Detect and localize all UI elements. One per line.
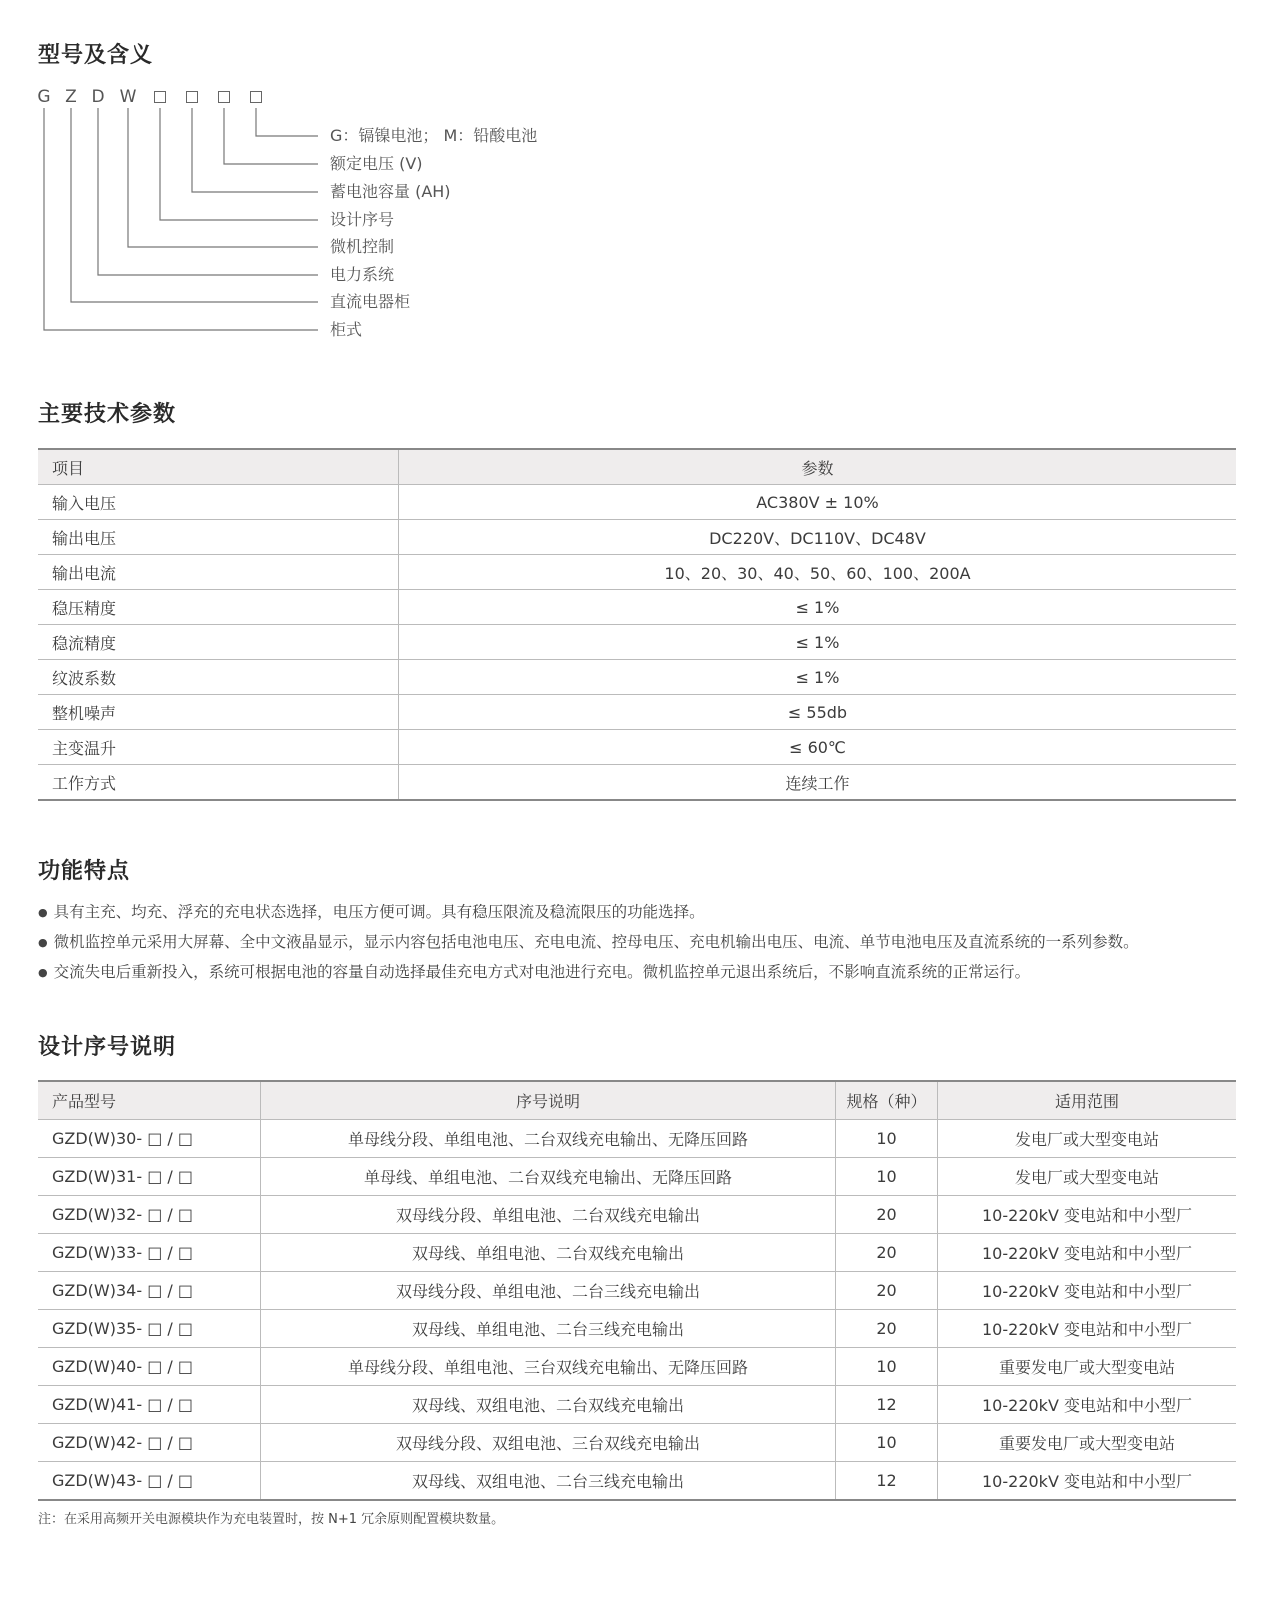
table-row xyxy=(38,625,1236,660)
param-value: ≤ 60℃ xyxy=(399,730,1237,765)
param-name: 主变温升 xyxy=(38,730,399,765)
param-name: 输入电压 xyxy=(38,485,399,520)
design-section-title: 设计序号说明 xyxy=(38,1035,177,1060)
serial-description: 单母线分段、单组电池、二台双线充电输出、无降压回路 xyxy=(261,1120,836,1158)
table-row xyxy=(38,1196,1236,1234)
product-model: GZD(W)33- □ / □ xyxy=(38,1234,261,1272)
application-scope: 发电厂或大型变电站 xyxy=(938,1158,1237,1196)
param-name: 稳流精度 xyxy=(38,625,399,660)
param-value: ≤ 55db xyxy=(399,695,1237,730)
table-row xyxy=(38,1310,1236,1348)
param-name: 工作方式 xyxy=(38,765,399,801)
table-row xyxy=(38,590,1236,625)
table-row xyxy=(38,1272,1236,1310)
model-tree-lines xyxy=(0,0,600,350)
application-scope: 10-220kV 变电站和中小型厂 xyxy=(938,1386,1237,1424)
model-meaning-item: G：镉镍电池； M：铅酸电池 xyxy=(330,126,538,145)
table-row xyxy=(38,1348,1236,1386)
param-value: ≤ 1% xyxy=(399,625,1237,660)
model-meaning-item: 额定电压 (V) xyxy=(330,154,423,173)
list-item: ● 具有主充、均充、浮充的充电状态选择，电压方便可调。具有稳压限流及稳流限压的功能选择。 xyxy=(38,898,1139,928)
table-header-cell: 产品型号 xyxy=(38,1081,261,1120)
list-item: ● 交流失电后重新投入，系统可根据电池的容量自动选择最佳充电方式对电池进行充电。微机监控单元退出系统后，不影响直流系统的正常运行。 xyxy=(38,958,1139,988)
footnote: 注：在采用高频开关电源模块作为充电装置时，按 N+1 冗余原则配置模块数量。 xyxy=(38,1512,505,1527)
param-value: AC380V ± 10% xyxy=(399,485,1237,520)
table-row xyxy=(38,660,1236,695)
spec-count: 20 xyxy=(836,1234,938,1272)
spec-count: 10 xyxy=(836,1120,938,1158)
table-header-cell: 参数 xyxy=(399,449,1237,485)
table-row xyxy=(38,1424,1236,1462)
param-value: 10、20、30、40、50、60、100、200A xyxy=(399,555,1237,590)
application-scope: 重要发电厂或大型变电站 xyxy=(938,1348,1237,1386)
product-model: GZD(W)30- □ / □ xyxy=(38,1120,261,1158)
model-code-letter: W xyxy=(119,87,137,107)
design-table xyxy=(38,1080,1236,1501)
model-code-letter: G xyxy=(37,87,51,107)
table-row xyxy=(38,1120,1236,1158)
model-code-placeholder-box xyxy=(250,91,262,103)
product-model: GZD(W)35- □ / □ xyxy=(38,1310,261,1348)
product-model: GZD(W)41- □ / □ xyxy=(38,1386,261,1424)
param-name: 稳压精度 xyxy=(38,590,399,625)
table-row xyxy=(38,1386,1236,1424)
model-code-letter: D xyxy=(91,87,105,107)
model-meaning-item: 蓄电池容量 (AH) xyxy=(330,182,451,201)
model-meaning-item: 直流电器柜 xyxy=(330,292,411,311)
serial-description: 双母线、单组电池、二台双线充电输出 xyxy=(261,1234,836,1272)
table-row xyxy=(38,485,1236,520)
model-meaning-item: 设计序号 xyxy=(330,210,395,229)
param-value: 连续工作 xyxy=(785,773,850,793)
spec-count: 20 xyxy=(836,1196,938,1234)
table-row xyxy=(38,1234,1236,1272)
spec-count: 20 xyxy=(836,1310,938,1348)
table-header-cell: 项目 xyxy=(38,449,399,485)
param-value: ≤ 1% xyxy=(399,660,1237,695)
table-row xyxy=(38,1462,1236,1501)
model-code-placeholder-box xyxy=(154,91,166,103)
spec-count: 12 xyxy=(836,1386,938,1424)
model-code-placeholder-box xyxy=(186,91,198,103)
table-row xyxy=(38,730,1236,765)
param-name: 整机噪声 xyxy=(38,695,399,730)
table-row xyxy=(38,555,1236,590)
application-scope: 10-220kV 变电站和中小型厂 xyxy=(938,1234,1237,1272)
params-table xyxy=(38,448,1236,801)
param-name: 输出电流 xyxy=(38,555,399,590)
model-meaning-item: 电力系统 xyxy=(330,265,395,284)
product-model: GZD(W)40- □ / □ xyxy=(38,1348,261,1386)
table-row xyxy=(38,520,1236,555)
spec-count: 10 xyxy=(836,1158,938,1196)
application-scope: 重要发电厂或大型变电站 xyxy=(938,1424,1237,1462)
list-item: ● 微机监控单元采用大屏幕、全中文液晶显示，显示内容包括电池电压、充电电流、控母电压、充电机输出电压、电流、单节电池电压及直流系统的一系列参数。 xyxy=(38,928,1139,958)
param-value: DC220V、DC110V、DC48V xyxy=(399,520,1237,555)
application-scope: 10-220kV 变电站和中小型厂 xyxy=(938,1272,1237,1310)
model-meaning-item: 微机控制 xyxy=(330,237,395,256)
features-section-title: 功能特点 xyxy=(38,859,131,884)
table-row xyxy=(38,695,1236,730)
model-meaning-item: 柜式 xyxy=(330,320,363,339)
spec-count: 12 xyxy=(836,1462,938,1501)
serial-description: 双母线、双组电池、二台三线充电输出 xyxy=(261,1462,836,1501)
application-scope: 发电厂或大型变电站 xyxy=(938,1120,1237,1158)
serial-description: 双母线分段、单组电池、二台三线充电输出 xyxy=(261,1272,836,1310)
param-value: ≤ 1% xyxy=(399,590,1237,625)
table-row xyxy=(38,1158,1236,1196)
serial-description: 单母线、单组电池、二台双线充电输出、无降压回路 xyxy=(261,1158,836,1196)
spec-count: 10 xyxy=(836,1348,938,1386)
product-model: GZD(W)42- □ / □ xyxy=(38,1424,261,1462)
params-section-title: 主要技术参数 xyxy=(38,402,177,427)
product-model: GZD(W)32- □ / □ xyxy=(38,1196,261,1234)
product-model: GZD(W)31- □ / □ xyxy=(38,1158,261,1196)
table-row xyxy=(38,765,1236,801)
serial-description: 双母线、单组电池、二台三线充电输出 xyxy=(261,1310,836,1348)
serial-description: 双母线分段、双组电池、三台双线充电输出 xyxy=(261,1424,836,1462)
model-code-placeholder-box xyxy=(218,91,230,103)
spec-count: 10 xyxy=(836,1424,938,1462)
table-header-cell: 适用范围 xyxy=(938,1081,1237,1120)
table-header-row xyxy=(38,1081,1236,1120)
table-header-row xyxy=(38,449,1236,485)
table-header-cell: 序号说明 xyxy=(261,1081,836,1120)
param-name: 输出电压 xyxy=(38,520,399,555)
application-scope: 10-220kV 变电站和中小型厂 xyxy=(938,1310,1237,1348)
features-list xyxy=(38,898,1139,988)
serial-description: 双母线分段、单组电池、二台双线充电输出 xyxy=(261,1196,836,1234)
application-scope: 10-220kV 变电站和中小型厂 xyxy=(938,1196,1237,1234)
serial-description: 双母线、双组电池、二台双线充电输出 xyxy=(261,1386,836,1424)
product-model: GZD(W)43- □ / □ xyxy=(38,1462,261,1501)
serial-description: 单母线分段、单组电池、三台双线充电输出、无降压回路 xyxy=(261,1348,836,1386)
param-name: 纹波系数 xyxy=(38,660,399,695)
spec-count: 20 xyxy=(836,1272,938,1310)
model-code-letter: Z xyxy=(65,87,77,107)
model-section-title: 型号及含义 xyxy=(38,43,154,68)
application-scope: 10-220kV 变电站和中小型厂 xyxy=(982,1472,1192,1491)
product-model: GZD(W)34- □ / □ xyxy=(38,1272,261,1310)
table-header-cell: 规格（种） xyxy=(836,1081,938,1120)
